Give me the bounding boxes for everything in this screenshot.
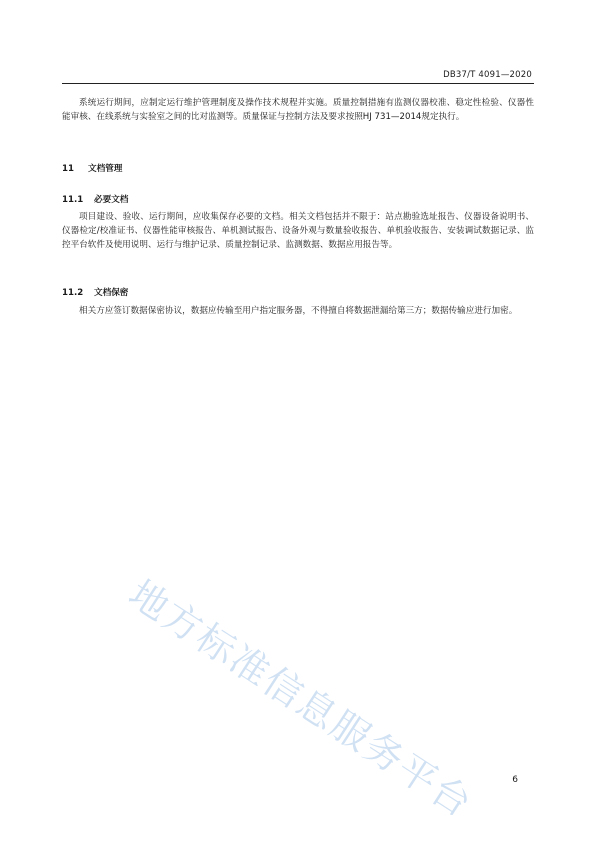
section-number: 11.2 — [62, 288, 84, 298]
section-title: 文档管理 — [88, 164, 123, 174]
intro-paragraph: 系统运行期间，应制定运行维护管理制度及操作技术规程并实施。质量控制措施有监测仪器校准、稳定性检验、仪器性能审核、在线系统与实验室之间的比对监测等。质量保证与控制方法及要求按照HJ 731—2014规定执行。 — [62, 98, 534, 122]
section-number: 11 — [62, 164, 74, 174]
section-title: 必要文档 — [94, 195, 129, 205]
section-title: 文档保密 — [94, 288, 129, 298]
section-heading-11-2 — [62, 286, 128, 298]
header-divider — [62, 83, 534, 84]
section-heading-11-1 — [62, 193, 128, 205]
section-11-1-paragraph: 项目建设、验收、运行期间，应收集保存必要的文档。相关文档包括并不限于：站点勘验选址报告、仪器设备说明书、仪器检定/校准证书、仪器性能审核报告、单机测试报告、设备外观与数量验收报告、单机验收报告、安装调试数据记录、监控平台软件及使用说明、运行与维护记录、质量控制记录、监测数据、数据应用报告等。 — [62, 212, 534, 250]
section-11-2-body — [62, 304, 534, 318]
section-number: 11.1 — [62, 195, 84, 205]
section-11-2-paragraph: 相关方应签订数据保密协议，数据应传输至用户指定服务器，不得擅自将数据泄漏给第三方；数据传输应进行加密。 — [79, 306, 518, 316]
section-heading-11 — [62, 162, 122, 174]
intro-section — [62, 96, 534, 124]
page-number: 6 — [512, 775, 518, 785]
document-code: DB37/T 4091—2020 — [443, 70, 532, 80]
section-11-1-body — [62, 210, 534, 252]
watermark: 地方标准信息服务平台 — [121, 571, 481, 827]
